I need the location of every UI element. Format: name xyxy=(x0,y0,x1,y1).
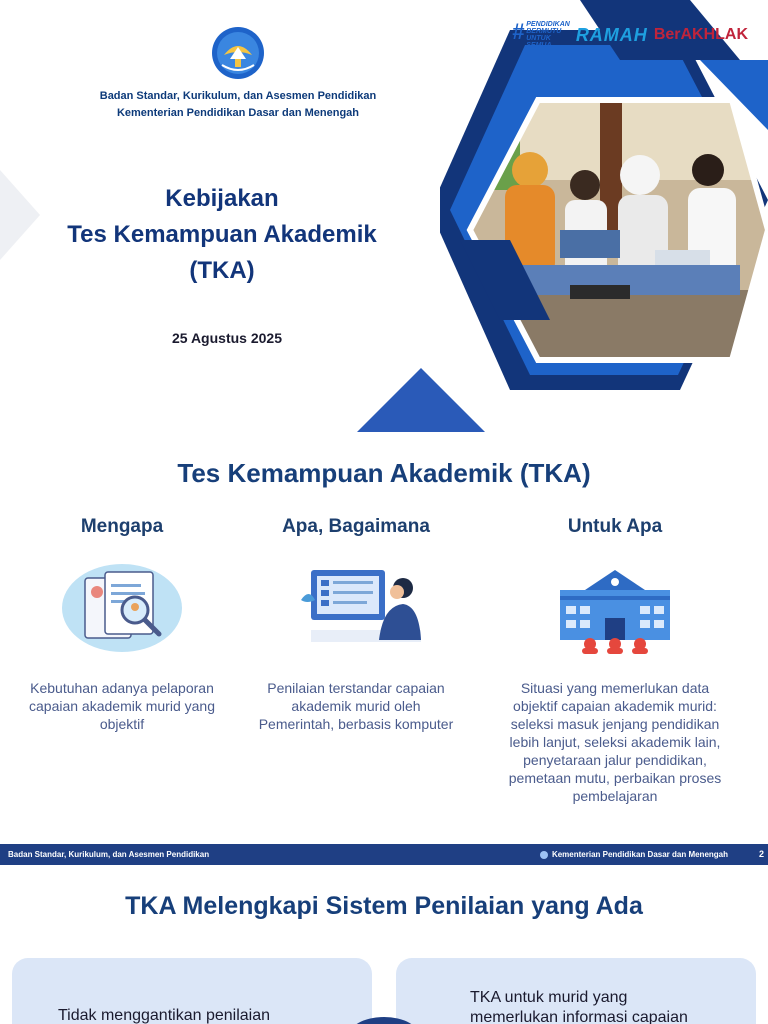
card-text-line2: memerlukan informasi capaian xyxy=(470,1009,688,1024)
column-description: Kebutuhan adanya pelaporan capaian akademik murid yang objektif xyxy=(29,680,215,732)
student-computer-icon xyxy=(291,560,421,656)
school-building-icon xyxy=(550,560,680,656)
org-name-line1: Badan Standar, Kurikulum, dan Asesmen Pendidikan xyxy=(99,90,377,102)
info-card-left xyxy=(12,958,372,1024)
info-card-right xyxy=(396,958,756,1024)
column-heading: Mengapa xyxy=(80,516,164,537)
brand-berakhlak: BerAKHLAK xyxy=(653,26,749,43)
report-magnifier-icon xyxy=(57,560,187,656)
students-photo-hexagon xyxy=(440,0,768,432)
card-text-line1: TKA untuk murid yang xyxy=(470,989,628,1006)
card-text xyxy=(470,988,688,1024)
card-text: Tidak menggantikan penilaian xyxy=(58,1007,270,1024)
column-apa-bagaimana xyxy=(256,516,456,733)
brand1-line1: PENDIDIKAN xyxy=(526,21,570,28)
org-name-line2: Kementerian Pendidikan Dasar dan Menengah xyxy=(116,107,360,119)
slide-title: TKA Melengkapi Sistem Penilaian yang Ada xyxy=(125,892,643,920)
page-number: 2 xyxy=(758,849,764,859)
brand-ramah: RAMAH xyxy=(575,24,648,45)
footer-org-right xyxy=(540,850,728,859)
presentation-date: 25 Agustus 2025 xyxy=(172,330,282,346)
brand-pendidikan-bermutu xyxy=(512,21,570,49)
column-heading: Untuk Apa xyxy=(567,516,663,537)
title-line1: Kebijakan xyxy=(165,185,279,212)
column-untuk-apa xyxy=(497,516,733,805)
footer-org-right-text: Kementerian Pendidikan Dasar dan Menengah xyxy=(551,850,728,859)
column-description: Situasi yang memerlukan data objektif capaian akademik murid: seleksi masuk jenjang pendidikan lebih lanjut, seleksi akademik lain, penyetaraan jalur pendidikan, pemetaan mutu, perbaikan proses pembelajaran xyxy=(508,680,722,804)
ministry-logo-icon xyxy=(210,25,266,81)
slide-footer xyxy=(0,844,768,865)
title-line3: (TKA) xyxy=(189,257,255,284)
brand1-line2: BERMUTU xyxy=(526,28,562,35)
column-description: Penilaian terstandar capaian akademik murid oleh Pemerintah, berbasis komputer xyxy=(258,680,454,732)
ministry-small-logo-icon xyxy=(540,851,548,859)
title-slide xyxy=(0,0,768,432)
hashtag-icon: # xyxy=(512,19,525,44)
brand-logos xyxy=(512,18,748,52)
tka-complements-slide xyxy=(0,865,768,1024)
tka-overview-slide xyxy=(0,432,768,865)
brand1-line3: UNTUK SEMUA xyxy=(526,35,552,49)
column-mengapa xyxy=(22,516,222,733)
footer-org-left: Badan Standar, Kurikulum, dan Asesmen Pendidikan xyxy=(8,850,210,859)
title-line2: Tes Kemampuan Akademik xyxy=(67,221,377,248)
slide-title: Tes Kemampuan Akademik (TKA) xyxy=(177,458,591,488)
column-heading: Apa, Bagaimana xyxy=(282,516,430,537)
